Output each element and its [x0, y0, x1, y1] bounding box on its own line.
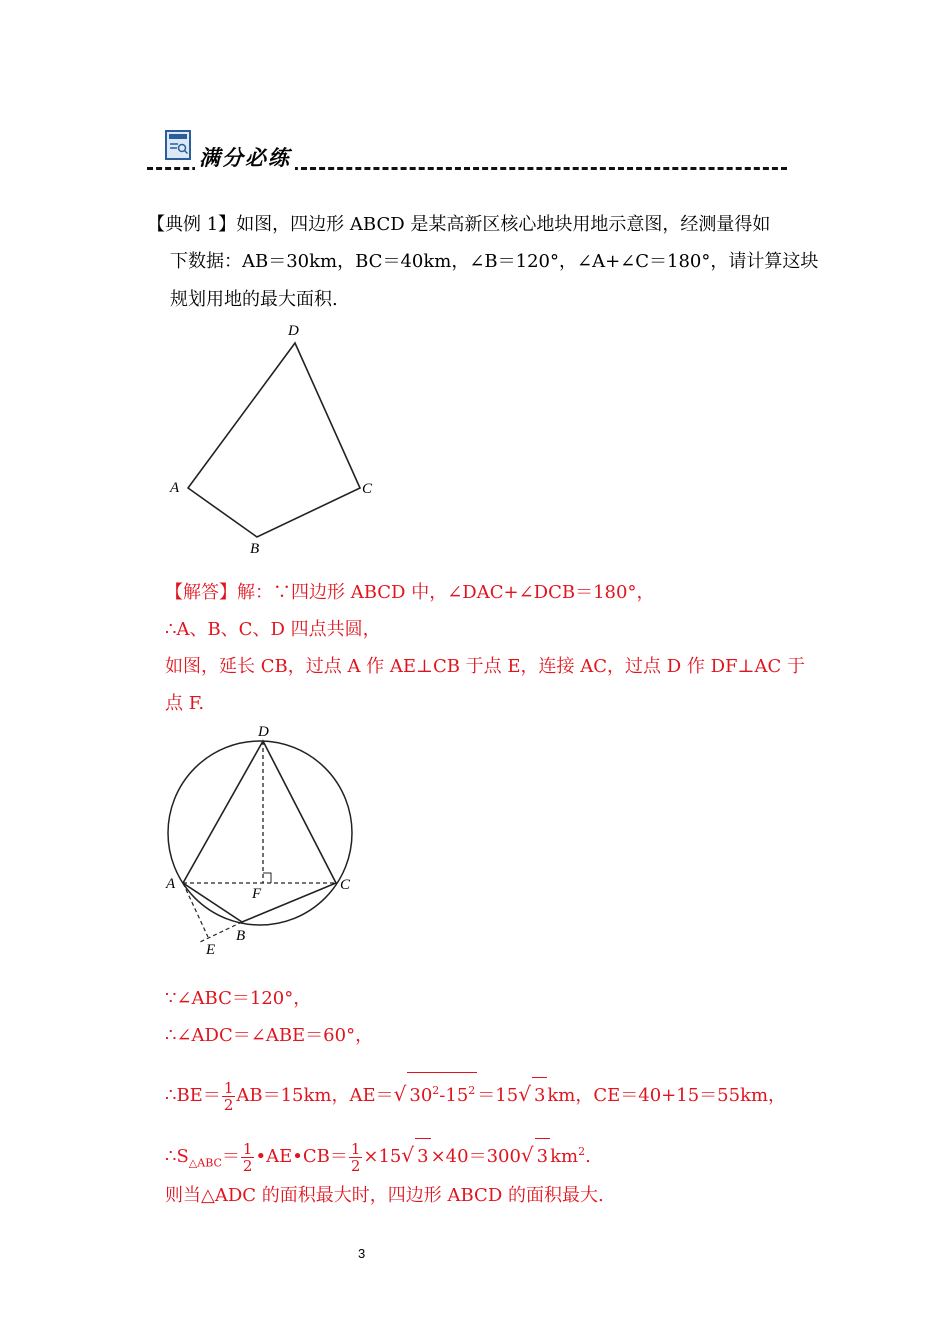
label-b: B [250, 541, 260, 557]
solution-line-9: 则当△ADC 的面积最大时，四边形 ABCD 的面积最大. [165, 1185, 604, 1206]
document-icon [165, 130, 191, 160]
solution-label: 【解答】 [165, 582, 237, 603]
label-d: D [258, 724, 269, 740]
solution-line-1 [165, 581, 654, 605]
radicand-base-1: 30 [409, 1085, 433, 1106]
fraction-numerator: 1 [223, 1078, 234, 1097]
label-b: B [236, 928, 246, 944]
radicand-base-2: -15 [439, 1085, 469, 1106]
radicand-3b: 3 [535, 1138, 550, 1175]
radicand [407, 1072, 477, 1114]
line8-subscript: △ABC [188, 1156, 222, 1170]
label-a: A [166, 876, 176, 892]
example-line-3: 规划用地的最大面积. [170, 289, 338, 310]
example-text-1: 如图，四边形 ABCD 是某高新区核心地块用地示意图，经测量得如 [236, 214, 771, 235]
page-number: 3 [358, 1246, 366, 1261]
fraction-half-1 [241, 1141, 255, 1174]
radicand-3a: 3 [415, 1138, 430, 1175]
fraction-denominator: 2 [350, 1156, 361, 1175]
radicand-3: 3 [532, 1077, 547, 1114]
solution-line-4: 点 F. [165, 693, 205, 714]
solution-line-7 [165, 1072, 786, 1114]
line7-part-3: ＝15 [477, 1085, 519, 1106]
radical-sign: √ [520, 1143, 534, 1167]
label-c: C [340, 877, 351, 893]
section-header [147, 142, 787, 172]
example-line-1 [147, 213, 770, 237]
solution-line-8 [165, 1134, 591, 1182]
line8-part-5: ×40＝300 [430, 1146, 521, 1167]
fraction-numerator: 1 [350, 1139, 361, 1158]
example-label: 【典例 1】 [147, 214, 237, 235]
radical-sign: √ [401, 1143, 415, 1167]
figure-cyclic-quadrilateral [160, 720, 370, 960]
line7-part-4: km，CE＝40+15＝55km， [547, 1085, 787, 1106]
solution-line-3: 如图，延长 CB，过点 A 作 AE⊥CB 于点 E，连接 AC，过点 D 作 DF⊥AC 于 [165, 656, 805, 677]
solution-text-1: 解：∵四边形 ABCD 中，∠DAC+∠DCB＝180°， [237, 582, 655, 603]
radical-sign: √ [393, 1082, 407, 1106]
example-line-2: 下数据：AB＝30km，BC＝40km，∠B＝120°，∠A+∠C＝180°，请计算这块 [170, 251, 819, 272]
line8-part-1: ∴S [165, 1146, 189, 1167]
line7-part-2: AB＝15km，AE＝ [236, 1085, 394, 1106]
line8-part-4: ×15 [363, 1146, 402, 1167]
radicand-exp-2: 2 [468, 1084, 476, 1097]
line8-part-6: km [550, 1146, 579, 1167]
fraction-denominator: 2 [223, 1095, 234, 1114]
line8-part-7: . [585, 1146, 591, 1167]
right-angle-mark-f [263, 873, 271, 883]
line8-part-2: ＝ [221, 1146, 240, 1167]
line7-part-1: ∴BE＝ [165, 1085, 221, 1106]
fraction-numerator: 1 [242, 1139, 253, 1158]
solution-line-2: ∴A、B、C、D 四点共圆， [165, 619, 381, 640]
radicand-exp-1: 2 [432, 1084, 440, 1097]
label-c: C [362, 481, 373, 497]
solution-line-6: ∴∠ADC＝∠ABE＝60°， [165, 1025, 374, 1046]
fraction-half [222, 1080, 236, 1113]
label-a: A [170, 480, 180, 496]
fraction-denominator: 2 [242, 1156, 253, 1175]
line8-part-3: •AE•CB＝ [255, 1146, 348, 1167]
label-d: D [288, 323, 299, 339]
solution-line-5: ∵∠ABC＝120°， [165, 988, 312, 1009]
line8-exponent: 2 [578, 1145, 586, 1158]
header-title: 满分必练 [195, 142, 295, 172]
label-e: E [206, 942, 216, 958]
quadrilateral-abcd [188, 343, 360, 537]
radical-sign: √ [518, 1082, 531, 1106]
figure-quadrilateral [160, 315, 390, 560]
fraction-half-2 [349, 1141, 363, 1174]
label-f: F [252, 886, 262, 902]
